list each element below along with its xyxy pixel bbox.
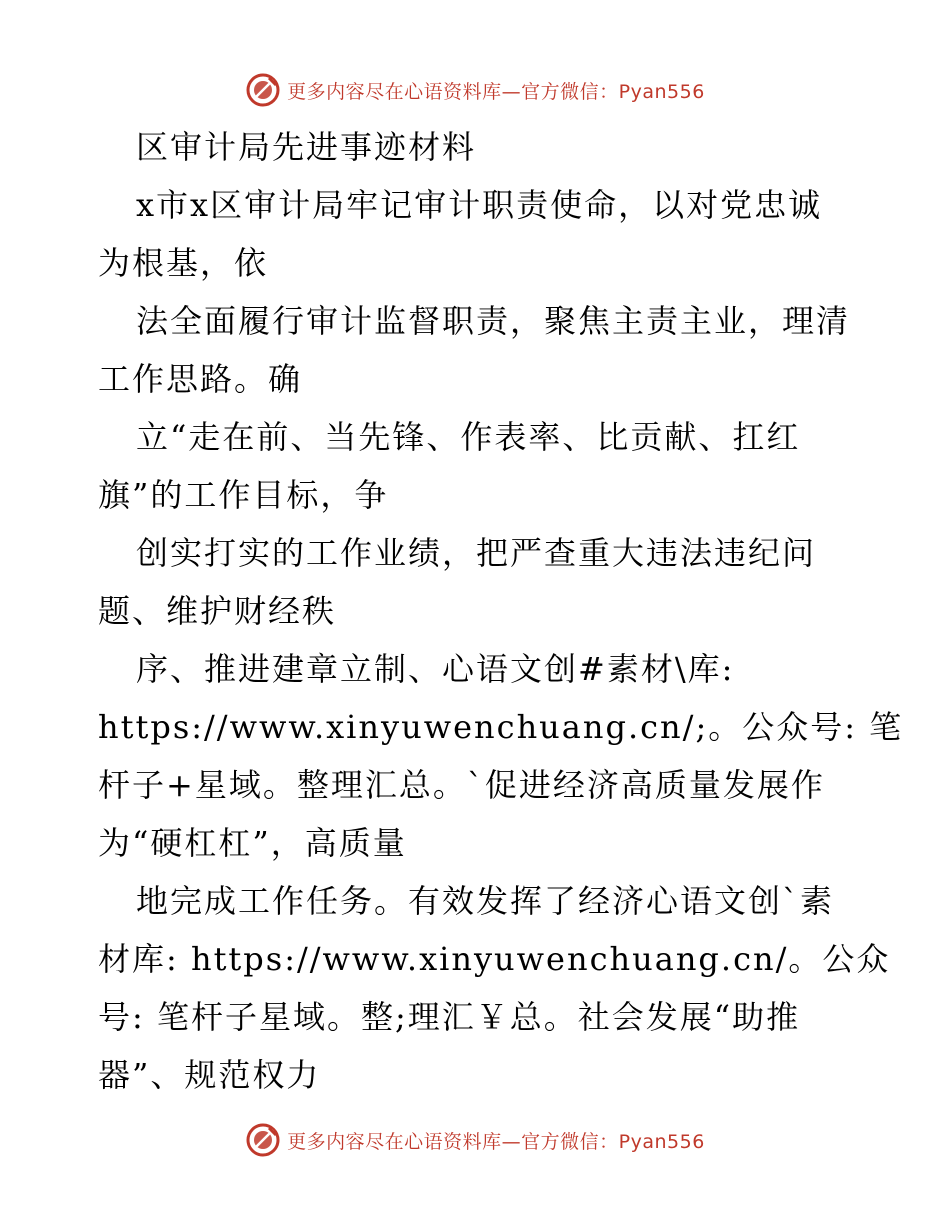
header-banner-text: 更多内容尽在心语资料库—官方微信：Pyan556 xyxy=(287,80,705,103)
document-line: 创实打实的工作业绩，把严查重大违法违纪问 xyxy=(136,534,817,572)
document-line: 序、推进建章立制、心语文创#素材\库: xyxy=(136,650,735,688)
document-line: https://www.xinyuwenchuang.cn/;。公众号: 笔 xyxy=(98,708,904,746)
document-line: 法全面履行审计监督职责，聚焦主责主业，理清 xyxy=(136,302,851,340)
footer-banner-text: 更多内容尽在心语资料库—官方微信：Pyan556 xyxy=(287,1130,705,1153)
document-line: 为“硬杠杠”，高质量 xyxy=(98,824,407,862)
document-line: 题、维护财经秩 xyxy=(98,592,337,630)
document-line: x市x区审计局牢记审计职责使命，以对党忠诚 xyxy=(136,186,823,224)
document-line: 区审计局先进事迹材料 xyxy=(136,128,477,166)
document-line: 号: 笔杆子星域。整;理汇￥总。社会发展“助推 xyxy=(98,998,801,1036)
brand-logo-icon xyxy=(245,1122,281,1158)
document-line: 杆子+星域。整理汇总。`促进经济高质量发展作 xyxy=(98,766,825,804)
document-line: 旗”的工作目标，争 xyxy=(98,476,389,514)
brand-logo-icon xyxy=(245,72,281,108)
document-line: 立“走在前、当先锋、作表率、比贡献、扛红 xyxy=(136,418,801,456)
header-banner xyxy=(0,70,950,110)
footer-banner xyxy=(0,1120,950,1160)
document-line: 为根基，依 xyxy=(98,244,269,282)
document-line: 材库: https://www.xinyuwenchuang.cn/。公众 xyxy=(98,940,891,978)
document-body xyxy=(98,118,904,1104)
document-line: 地完成工作任务。有效发挥了经济心语文创`素 xyxy=(136,882,835,920)
document-line: 器”、规范权力 xyxy=(98,1056,321,1094)
document-line: 工作思路。确 xyxy=(98,360,303,398)
